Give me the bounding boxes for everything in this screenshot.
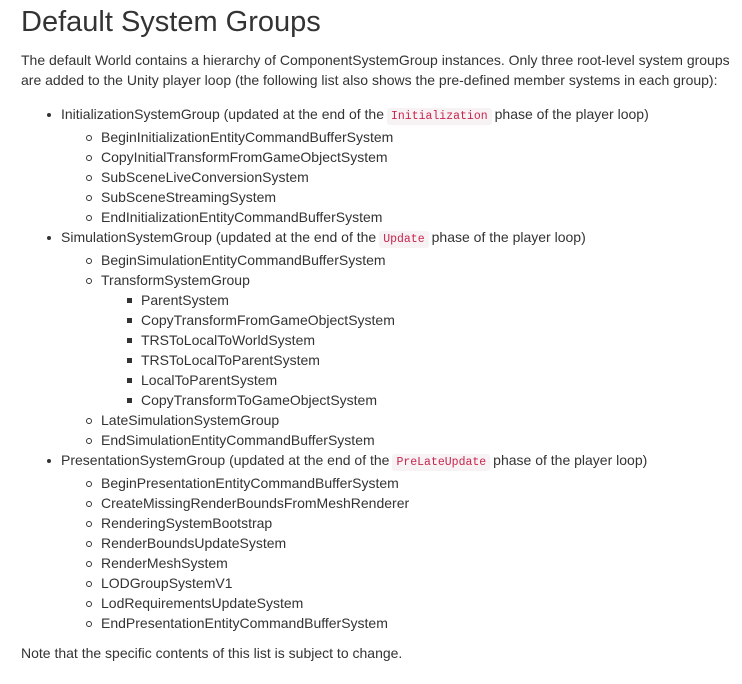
member-label: BeginInitializationEntityCommandBufferSystem [101, 127, 736, 147]
member-item [101, 533, 736, 553]
member-item [101, 573, 736, 593]
member-item [101, 493, 736, 513]
member-label: BeginPresentationEntityCommandBufferSystem [101, 473, 736, 493]
group-desc-before: (updated at the end of the [215, 229, 377, 245]
phase-code: PreLateUpdate [392, 454, 490, 471]
group-row [61, 227, 736, 250]
member-label: EndSimulationEntityCommandBufferSystem [101, 430, 736, 450]
member-label: LateSimulationSystemGroup [101, 410, 736, 430]
document-page [21, 0, 736, 663]
group-row [61, 450, 736, 473]
member-label: RenderingSystemBootstrap [101, 513, 736, 533]
group-desc-after: phase of the player loop) [494, 106, 649, 122]
submember-label: TRSToLocalToParentSystem [141, 350, 736, 370]
submember-item [141, 290, 736, 310]
group-desc-before: (updated at the end of the [229, 452, 390, 468]
group-name: InitializationSystemGroup [61, 106, 220, 122]
submember-item [141, 310, 736, 330]
group-desc-after: phase of the player loop) [431, 229, 586, 245]
member-item [101, 207, 736, 227]
system-groups-list [21, 104, 736, 633]
phase-code: Initialization [387, 108, 492, 125]
note-paragraph: Note that the specific contents of this list is subject to change. [21, 645, 403, 661]
member-list [61, 127, 736, 227]
phase-code: Update [379, 231, 428, 248]
intro-paragraph: The default World contains a hierarchy of ComponentSystemGroup instances. Only three root-level system groups are added to the Unity player loop (the following list also shows the pre-defined member systems in each group): [21, 52, 730, 88]
submember-item [141, 370, 736, 390]
group-item [61, 104, 736, 227]
submember-label: ParentSystem [141, 290, 736, 310]
member-label: RenderMeshSystem [101, 553, 736, 573]
page-title: Default System Groups [21, 6, 321, 38]
submember-list [101, 290, 736, 410]
submember-label: TRSToLocalToWorldSystem [141, 330, 736, 350]
member-list [61, 473, 736, 633]
member-label: SubSceneStreamingSystem [101, 187, 736, 207]
member-label: TransformSystemGroup [101, 270, 736, 290]
group-item [61, 450, 736, 633]
member-label: EndInitializationEntityCommandBufferSystem [101, 207, 736, 227]
submember-item [141, 350, 736, 370]
member-label: SubSceneLiveConversionSystem [101, 167, 736, 187]
member-label: LODGroupSystemV1 [101, 573, 736, 593]
member-item [101, 250, 736, 270]
member-label: RenderBoundsUpdateSystem [101, 533, 736, 553]
member-label: CreateMissingRenderBoundsFromMeshRenderer [101, 493, 736, 513]
member-item [101, 613, 736, 633]
group-row [61, 104, 736, 127]
member-item [101, 167, 736, 187]
member-item [101, 187, 736, 207]
submember-label: LocalToParentSystem [141, 370, 736, 390]
member-item [101, 553, 736, 573]
group-item [61, 227, 736, 450]
submember-item [141, 330, 736, 350]
member-label: BeginSimulationEntityCommandBufferSystem [101, 250, 736, 270]
member-item [101, 430, 736, 450]
group-name: PresentationSystemGroup [61, 452, 226, 468]
group-desc-after: phase of the player loop) [493, 452, 648, 468]
group-name: SimulationSystemGroup [61, 229, 212, 245]
group-desc-before: (updated at the end of the [223, 106, 384, 122]
member-item [101, 473, 736, 493]
member-item [101, 410, 736, 430]
submember-item [141, 390, 736, 410]
member-item [101, 270, 736, 410]
member-list [61, 250, 736, 450]
member-item [101, 127, 736, 147]
member-item [101, 513, 736, 533]
member-label: CopyInitialTransformFromGameObjectSystem [101, 147, 736, 167]
member-item [101, 593, 736, 613]
member-item [101, 147, 736, 167]
member-label: EndPresentationEntityCommandBufferSystem [101, 613, 736, 633]
submember-label: CopyTransformFromGameObjectSystem [141, 310, 736, 330]
submember-label: CopyTransformToGameObjectSystem [141, 390, 736, 410]
member-label: LodRequirementsUpdateSystem [101, 593, 736, 613]
